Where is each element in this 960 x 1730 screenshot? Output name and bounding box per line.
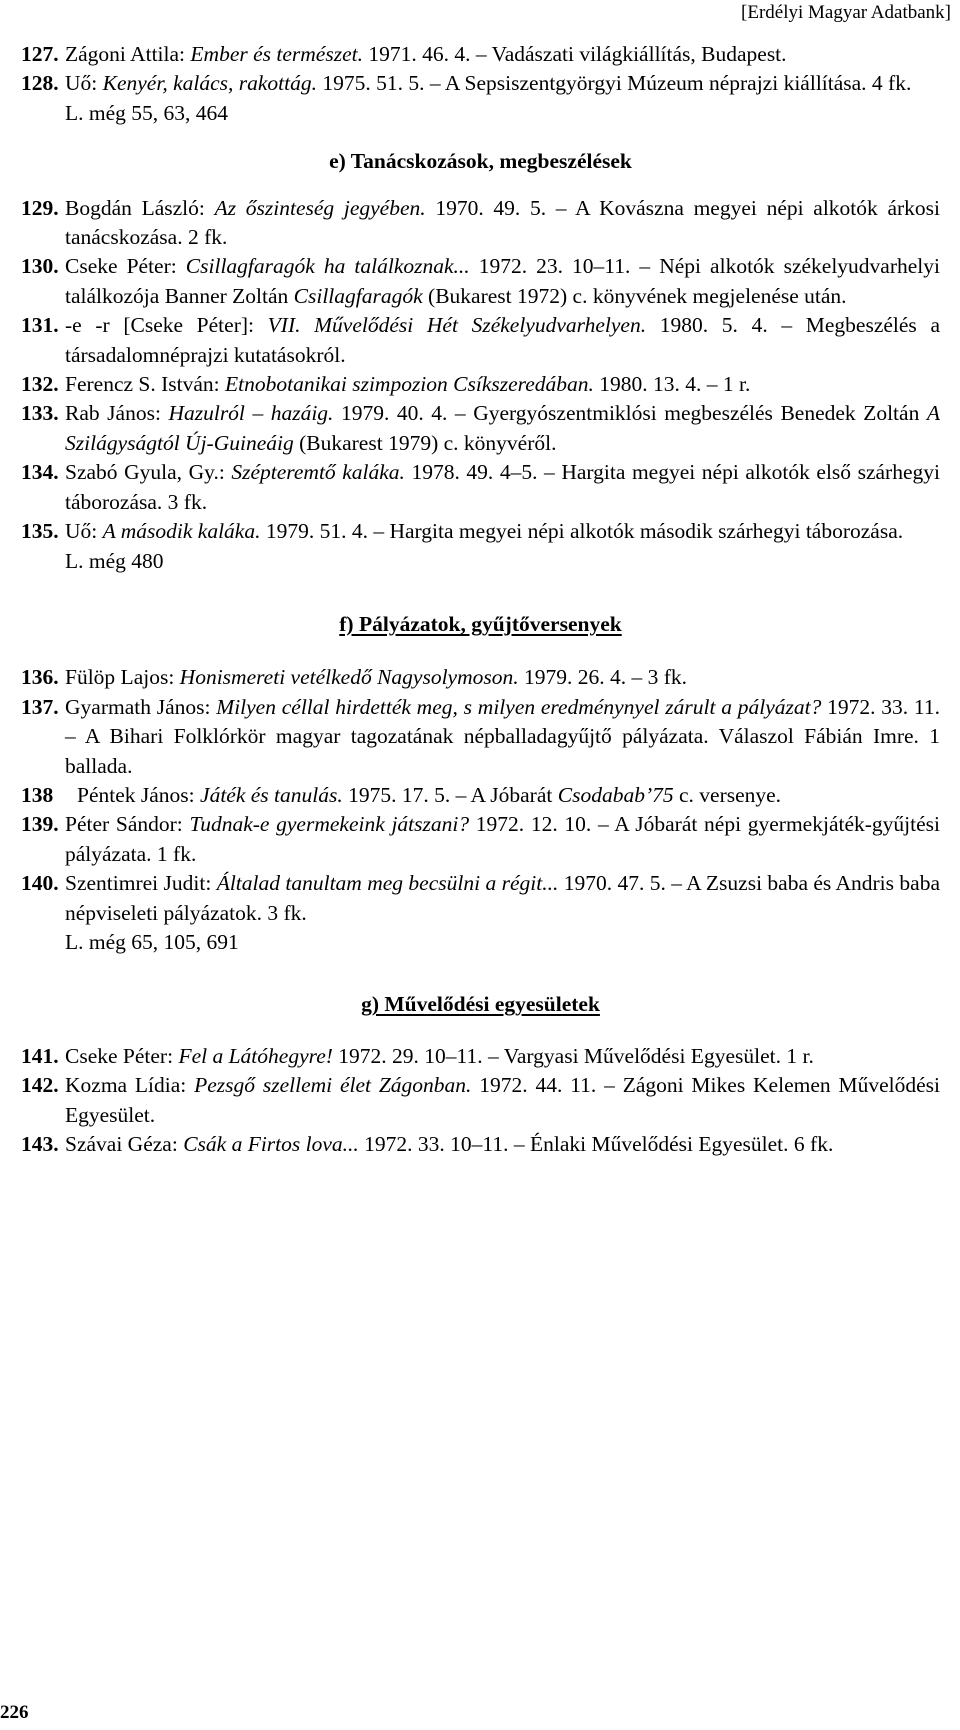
entry-cited-title: Csillagfaragók: [293, 283, 423, 308]
entry-details: 1970. 47. 5. – A Zsuzsi baba és Andris baba népviseleti pályázatok. 3 fk.: [65, 871, 940, 925]
cross-reference-note: L. még 480: [65, 548, 164, 573]
page-header: [Erdélyi Magyar Adatbank]: [741, 2, 951, 23]
bibliography-list: [21, 40, 940, 1159]
entry-details: 1972. 33. 10–11. – Énlaki Művelődési Egyesület. 6 fk.: [358, 1132, 834, 1156]
entry-details: 1975. 51. 5. – A Sepsiszentgyörgyi Múzeum néprajzi kiállítása. 4 fk.: [317, 71, 912, 96]
entry-author: Kozma Lídia:: [65, 1073, 195, 1098]
entry-title: Szépteremtő kaláka.: [231, 460, 405, 485]
entry-details: 1975. 17. 5. – A Jóbarát: [342, 782, 558, 807]
entry-author: Ferencz S. István:: [65, 372, 226, 397]
entry-text: [65, 517, 940, 546]
entry-author: Uő:: [65, 71, 103, 96]
entry-author: Péter Sándor:: [65, 812, 190, 837]
entry-title: Általad tanultam meg becsülni a régit...: [216, 871, 559, 896]
entry-details: 1972. 12. 10. – A Jóbarát népi gyermekjáték-gyűjtési pályázata. 1 fk.: [65, 812, 940, 866]
entry-number: 127.: [21, 42, 59, 66]
entry-cited-title: Csodabab’75: [557, 782, 674, 807]
entry-author: Rab János:: [65, 401, 169, 426]
entry-number: 141.: [21, 1043, 59, 1068]
entry-text: [65, 810, 940, 869]
section-d-entries: [21, 40, 940, 99]
page-number: 226: [0, 1702, 29, 1723]
entry-details: 1970. 49. 5. – A Kovászna megyei népi alkotók árkosi tanácskozása. 2 fk.: [65, 195, 941, 250]
entry-text: [65, 869, 940, 928]
entry-title: Csák a Firtos lova...: [183, 1132, 359, 1156]
entry-number: 133.: [21, 401, 59, 426]
entry-number: 138: [21, 782, 54, 807]
entry-details: 1979. 26. 4. – 3 fk.: [518, 665, 688, 690]
entry-text: [65, 252, 940, 311]
entry-title: A második kaláka.: [102, 519, 261, 544]
bibliography-entry: [21, 1042, 940, 1071]
entry-number: 135.: [21, 519, 59, 544]
section-e-entries: [21, 194, 940, 576]
entry-text: [65, 663, 940, 692]
entry-number: 142.: [21, 1073, 59, 1098]
entry-number: 129.: [21, 195, 59, 220]
entry-author: Zágoni Attila:: [65, 42, 191, 66]
entry-details: 1979. 51. 4. – Hargita megyei népi alkotók második szárhegyi táborozása.: [260, 519, 904, 544]
entry-text: [65, 311, 940, 370]
bibliography-entry: [21, 1071, 940, 1130]
bibliography-entry: [21, 252, 940, 311]
bibliography-entry: [21, 810, 940, 869]
entry-number: 128.: [21, 71, 59, 96]
entry-title: Fel a Látóhegyre!: [178, 1043, 333, 1068]
entry-text: [65, 1071, 940, 1130]
bibliography-entry: [21, 1130, 940, 1159]
entry-details-end: c. versenye.: [673, 782, 782, 807]
entry-title: Kenyér, kalács, rakottág.: [102, 71, 317, 96]
bibliography-entry: [21, 517, 940, 546]
entry-number: 134.: [21, 460, 59, 485]
entry-title: Ember és természet.: [190, 42, 363, 66]
entry-number: 132.: [21, 372, 59, 397]
bibliography-entry: [21, 311, 940, 370]
entry-details-end: (Bukarest 1972) c. könyvének megjelenése után.: [422, 283, 847, 308]
entry-author: Cseke Péter:: [65, 1043, 179, 1068]
bibliography-entry: [21, 370, 940, 399]
bibliography-entry: [21, 663, 940, 692]
entry-author: Szentimrei Judit:: [65, 871, 217, 896]
entry-details: 1972. 23. 10–11. – Népi alkotók székelyudvarhelyi találkozója Banner Zoltán: [65, 254, 940, 308]
bibliography-entry: [21, 194, 940, 253]
entry-author: Bogdán László:: [65, 195, 215, 220]
entry-text: [65, 194, 940, 253]
section-heading: f) Pályázatok, gyűjtőversenyek: [339, 611, 622, 636]
entry-number: 140.: [21, 871, 59, 896]
entry-title: Honismereti vetélkedő Nagysolymoson.: [179, 665, 519, 690]
entry-text: [65, 69, 940, 98]
entry-text: [65, 458, 940, 517]
cross-reference-note: L. még 55, 63, 464: [65, 100, 229, 125]
bibliography-entry: [21, 458, 940, 517]
entry-text: [65, 40, 940, 69]
entry-text: [65, 693, 940, 781]
entry-author: Cseke Péter:: [65, 254, 186, 279]
entry-author: Szabó Gyula, Gy.:: [65, 460, 232, 485]
entry-details: 1971. 46. 4. – Vadászati világkiállítás, Budapest.: [362, 42, 787, 66]
entry-author: Gyarmath János:: [65, 694, 217, 719]
entry-author: Szávai Géza:: [65, 1132, 184, 1156]
entry-title: VII. Művelődési Hét Székelyudvarhelyen.: [267, 313, 647, 338]
section-f-entries: [21, 663, 940, 928]
entry-title: Az őszinteség jegyében.: [214, 195, 426, 220]
entry-title: Csillagfaragók ha találkoznak...: [185, 254, 470, 279]
entry-title: Hazulról – hazáig.: [168, 401, 334, 426]
bibliography-entry: [21, 399, 940, 458]
section-heading: g) Művelődési egyesületek: [361, 992, 600, 1017]
entry-number: 143.: [21, 1132, 59, 1156]
entry-text: [65, 1042, 940, 1071]
entry-title: Tudnak-e gyermekeink játszani?: [189, 812, 470, 837]
entry-cited-title: A Szilágyságtól Új-Guineáig: [65, 401, 940, 455]
entry-author: Uő:: [65, 519, 103, 544]
entry-author: Fülöp Lajos:: [65, 665, 180, 690]
entry-details-end: (Bukarest 1979) c. könyvéről.: [293, 430, 557, 455]
section-heading: e) Tanácskozások, megbeszélések: [329, 149, 632, 174]
entry-number: 136.: [21, 665, 59, 690]
entry-text: [77, 781, 940, 810]
entry-details: 1972. 33. 11. – A Bihari Folklórkör magyar tagozatának népballadagyűjtő pályázata. Válaszol Fábián Imre. 1 ballada.: [65, 694, 941, 778]
entry-title: Játék és tanulás.: [200, 782, 343, 807]
bibliography-entry: [21, 869, 940, 928]
entry-number: 139.: [21, 812, 59, 837]
entry-title: Milyen céllal hirdették meg, s milyen eredménynyel zárult a pályázat?: [216, 694, 822, 719]
entry-details: 1980. 5. 4. – Megbeszélés a társadalomnéprajzi kutatásokról.: [65, 313, 940, 367]
entry-text: [65, 399, 940, 458]
entry-details: 1980. 13. 4. – 1 r.: [593, 372, 751, 397]
entry-number: 137.: [21, 694, 59, 719]
cross-reference-note: L. még 65, 105, 691: [65, 929, 239, 954]
entry-number: 130.: [21, 254, 59, 279]
entry-text: [65, 1130, 940, 1159]
bibliography-entry: [21, 40, 940, 69]
entry-author: Péntek János:: [77, 782, 201, 807]
entry-number: 131.: [21, 313, 59, 338]
entry-details: 1972. 44. 11. – Zágoni Mikes Kelemen Művelődési Egyesület.: [65, 1073, 940, 1127]
entry-details: 1979. 40. 4. – Gyergyószentmiklósi megbeszélés Benedek Zoltán: [333, 401, 927, 426]
entry-title: Etnobotanikai szimpozion Csíkszeredában.: [225, 372, 594, 397]
entry-details: 1972. 29. 10–11. – Vargyasi Művelődési Egyesület. 1 r.: [332, 1043, 814, 1068]
entry-title: Pezsgő szellemi élet Zágonban.: [194, 1073, 472, 1098]
section-g-entries: [21, 1042, 940, 1160]
bibliography-entry: [21, 781, 940, 810]
bibliography-entry: [21, 69, 940, 98]
bibliography-entry: [21, 693, 940, 781]
entry-text: [65, 370, 940, 399]
entry-author: -e -r [Cseke Péter]:: [65, 313, 268, 338]
entry-details: 1978. 49. 4–5. – Hargita megyei népi alkotók első szárhegyi táborozása. 3 fk.: [65, 460, 940, 514]
